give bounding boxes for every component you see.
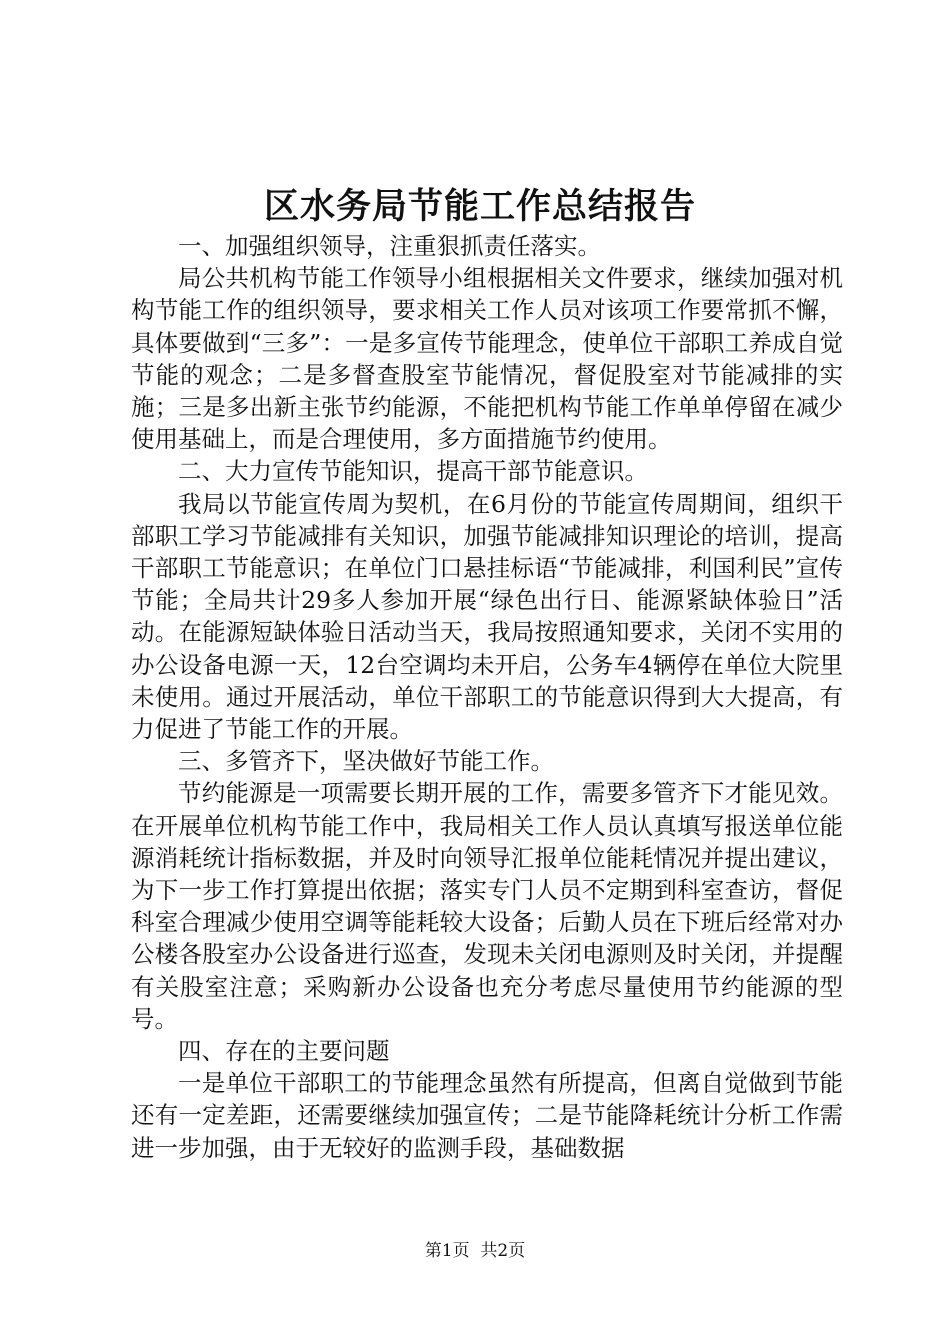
document-title: 区水务局节能工作总结报告 (263, 186, 696, 227)
body-paragraph-4: 一是单位干部职工的节能理念虽然有所提高，但离自觉做到节能还有一定差距，还需要继续加强宣传；二是节能降耗统计分析工作需进一步加强，由于无较好的监测手段，基础数据 (131, 1069, 843, 1162)
page-number-footer: 第1页 共2页 (424, 1241, 526, 1261)
body-paragraph-2: 我局以节能宣传周为契机，在6月份的节能宣传周期间，组织干部职工学习节能减排有关知识，加强节能减排知识理论的培训，提高干部职工节能意识；在单位门口悬挂标语“节能减排，利国利民”宣传节能；全局共计29多人参加开展“绿色出行日、能源紧缺体验日”活动。在能源短缺体验日活动当天，我局按照通知要求，关闭不实用的办公设备电源一天，12台空调均未开启，公务车4辆停在单位大院里未使用。通过开展活动，单位干部职工的节能意识得到大大提高，有力促进了节能工作的开展。 (131, 489, 843, 744)
section-heading-2: 二、大力宣传节能知识，提高干部节能意识。 (178, 457, 648, 486)
section-heading-3: 三、多管齐下，坚决做好节能工作。 (178, 747, 554, 776)
body-paragraph-1: 局公共机构节能工作领导小组根据相关文件要求，继续加强对机构节能工作的组织领导，要求相关工作人员对该项工作要常抓不懈，具体要做到“三多”：一是多宣传节能理念，使单位干部职工养成自觉节能的观念；二是多督查股室节能情况，督促股室对节能减排的实施；三是多出新主张节约能源，不能把机构节能工作单单停留在减少使用基础上，而是合理使用，多方面措施节约使用。 (131, 264, 843, 454)
section-heading-1: 一、加强组织领导，注重狠抓责任落实。 (178, 232, 601, 260)
body-paragraph-3: 节约能源是一项需要长期开展的工作，需要多管齐下才能见效。在开展单位机构节能工作中，我局相关工作人员认真填写报送单位能源消耗统计指标数据，并及时向领导汇报单位能耗情况并提出建议，为下一步工作打算提出依据；落实专门人员不定期到科室查访，督促科室合理减少使用空调等能耗较大设备；后勤人员在下班后经常对办公楼各股室办公设备进行巡查，发现未关闭电源则及时关闭，并提醒有关股室注意；采购新办公设备也充分考虑尽量使用节约能源的型号。 (131, 779, 843, 1033)
document-body (131, 230, 843, 1164)
section-heading-4: 四、存在的主要问题 (178, 1037, 390, 1066)
